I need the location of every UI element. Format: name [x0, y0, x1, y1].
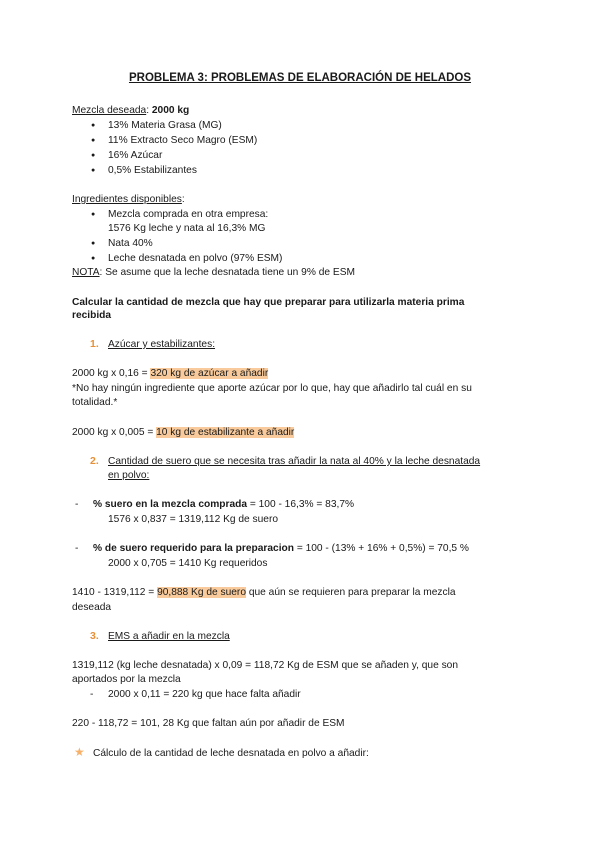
dash-marker: -: [75, 499, 79, 510]
mezcla-colon: :: [146, 105, 150, 116]
suero-compra-value: = 100 - 16,3% = 83,7%: [247, 499, 355, 510]
suero-result-prefix: 1410 - 1319,112 =: [72, 587, 158, 598]
esm-remaining: 220 - 118,72 = 101, 28 Kg que faltan aún por añadir de ESM: [72, 718, 345, 729]
suero-compra-label: % suero en la mezcla comprada: [93, 499, 248, 510]
mezcla-value: 2000 kg: [151, 105, 190, 116]
dash-marker: -: [90, 689, 94, 700]
ingrediente-item: ● Mezcla comprada en otra empresa:: [108, 208, 268, 221]
star-item-text: Cálculo de la cantidad de leche desnatada en polvo a añadir:: [93, 748, 369, 759]
nota-line: [72, 266, 355, 279]
esm-calc-line-2: aportados por la mezcla: [72, 674, 181, 685]
ingrediente-item-detail: 1576 Kg leche y nata al 16,3% MG: [108, 223, 266, 234]
nota-text: : Se asume que la leche desnatada tiene un 9% de ESM: [99, 267, 355, 278]
section-2-number: 2.: [90, 455, 99, 467]
ingredientes-colon: :: [181, 194, 185, 205]
ingredientes-heading: [72, 193, 185, 206]
esm-calc-line-1: 1319,112 (kg leche desnatada) x 0,09 = 118,72 Kg de ESM que se añaden y, que son: [72, 660, 458, 671]
page-title: PROBLEMA 3: PROBLEMAS DE ELABORACIÓN DE HELADOS: [128, 72, 472, 84]
suero-result-line: [72, 586, 456, 599]
section-1-heading: Azúcar y estabilizantes:: [108, 339, 216, 350]
suero-compra-calc: 1576 x 0,837 = 1319,112 Kg de suero: [108, 514, 279, 525]
mezcla-item: ● 11% Extracto Seco Magro (ESM): [108, 134, 257, 147]
ingrediente-item: ● Leche desnatada en polvo (97% ESM): [108, 252, 282, 265]
section-1-number: 1.: [90, 338, 99, 350]
suero-result-suffix: que aún se requieren para preparar la mezcla: [246, 587, 456, 598]
ingredientes-label: Ingredientes disponibles: [72, 194, 182, 205]
sugar-calc-prefix: 2000 kg x 0,16 =: [72, 368, 151, 379]
stabilizer-result-highlight: 10 kg de estabilizante a añadir: [156, 427, 295, 438]
mezcla-item: ● 0,5% Estabilizantes: [108, 164, 197, 177]
mezcla-item: ● 16% Azúcar: [108, 149, 162, 162]
suero-result-line-2: deseada: [72, 602, 112, 613]
mezcla-item: ● 13% Materia Grasa (MG): [108, 119, 222, 132]
sugar-result-highlight: 320 kg de azúcar a añadir: [150, 368, 269, 379]
dash-marker: -: [75, 543, 79, 554]
ingrediente-item: ● Nata 40%: [108, 237, 153, 250]
section-3-number: 3.: [90, 630, 99, 642]
suero-requerido-value: = 100 - (13% + 16% + 0,5%) = 70,5 %: [293, 543, 469, 554]
mezcla-label: Mezcla deseada: [72, 105, 147, 116]
stabilizer-calc-prefix: 2000 kg x 0,005 =: [72, 427, 157, 438]
suero-result-highlight: 90,888 Kg de suero: [157, 587, 246, 598]
question-line-1: Calcular la cantidad de mezcla que hay que preparar para utilizarla materia prima: [72, 297, 465, 308]
question-line-2: recibida: [72, 310, 112, 321]
sugar-note-line-1: *No hay ningún ingrediente que aporte azúcar por lo que, hay que añadirlo tal cuál en su: [72, 383, 472, 394]
section-3-heading: EMS a añadir en la mezcla: [108, 631, 230, 642]
suero-compra-line: [93, 498, 354, 511]
esm-required-calc: 2000 x 0,11 = 220 kg que hace falta añadir: [108, 689, 301, 700]
suero-requerido-calc: 2000 x 0,705 = 1410 Kg requeridos: [108, 558, 268, 569]
star-icon: ★: [74, 745, 85, 759]
section-2-heading-line-1: Cantidad de suero que se necesita tras añadir la nata al 40% y la leche desnatada: [108, 456, 481, 467]
suero-requerido-label: % de suero requerido para la preparacion: [93, 543, 294, 554]
nota-label: NOTA: [72, 267, 100, 278]
mezcla-line: [72, 104, 189, 117]
sugar-note-line-2: totalidad.*: [72, 397, 118, 408]
suero-requerido-line: [93, 542, 469, 555]
section-2-heading-line-2: en polvo:: [108, 470, 150, 481]
stabilizer-calc: [72, 426, 294, 439]
sugar-calc: [72, 367, 268, 380]
